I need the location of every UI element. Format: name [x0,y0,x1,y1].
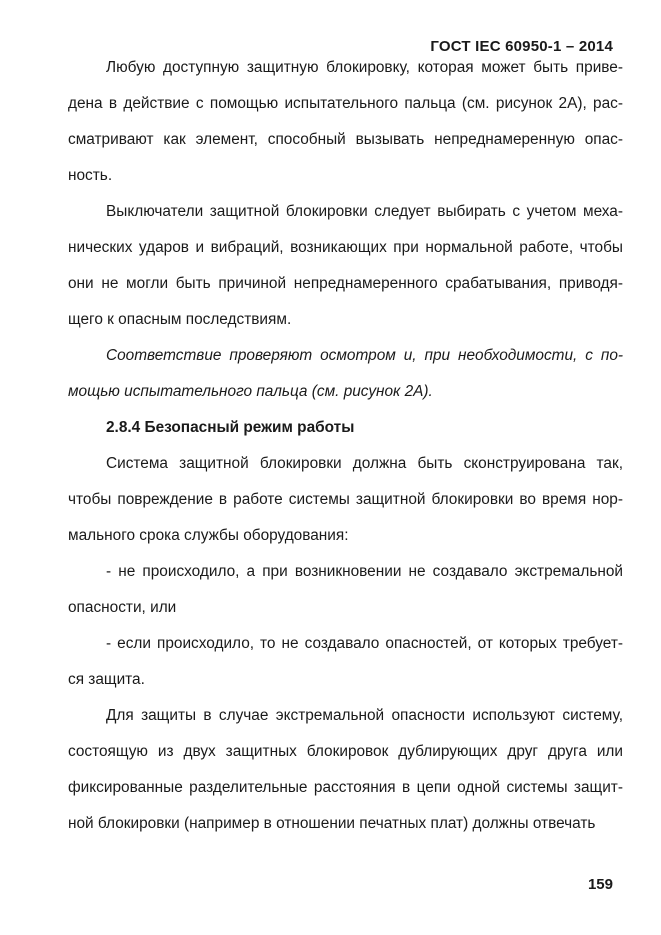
page-number: 159 [587,876,613,893]
section-heading: 2.8.4 Безопасный режим работы [106,419,355,436]
paragraph-1-line-4: ность. [68,167,113,184]
paragraph-2-line-4: щего к опасным последствиям. [68,311,292,328]
compliance-line-1: Соответствие проверяют осмотром и, при необходимости, с по- [106,347,623,364]
paragraph-5-line-4: ной блокировки (например в отношении печатных плат) должны отвечать [68,815,596,832]
list-item-2-line-2: ся защита. [68,671,145,688]
paragraph-2-line-2: нических ударов и вибраций, возникающих при нормальной работе, чтобы [68,239,623,256]
paragraph-4-line-3: мального срока службы оборудования: [68,527,349,544]
paragraph-4-line-1: Система защитной блокировки должна быть сконструирована так, [106,455,623,472]
paragraph-2-line-3: они не могли быть причиной непреднамеренного срабатывания, приводя- [68,275,623,292]
paragraph-1-line-3: сматривают как элемент, способный вызывать непреднамеренную опас- [68,131,623,148]
paragraph-2-line-1: Выключатели защитной блокировки следует выбирать с учетом меха- [106,203,623,220]
list-item-1-line-2: опасности, или [68,599,177,616]
paragraph-1-line-2: дена в действие с помощью испытательного пальца (см. рисунок 2А), рас- [68,95,623,112]
compliance-line-2: мощью испытательного пальца (см. рисунок 2А). [68,383,433,400]
paragraph-5-line-3: фиксированные разделительные расстояния в цепи одной системы защит- [68,779,623,796]
list-item-1-line-1: - не происходило, а при возникновении не создавало экстремальной [106,563,623,580]
paragraph-5-line-1: Для защиты в случае экстремальной опасности используют систему, [106,707,623,724]
paragraph-5-line-2: состоящую из двух защитных блокировок дублирующих друг друга или [68,743,623,760]
document-header: ГОСТ IEC 60950-1 – 2014 [430,38,613,55]
list-item-2-line-1: - если происходило, то не создавало опасностей, от которых требует- [106,635,623,652]
paragraph-1-line-1: Любую доступную защитную блокировку, которая может быть приве- [106,59,623,76]
paragraph-4-line-2: чтобы повреждение в работе системы защитной блокировки во время нор- [68,491,623,508]
